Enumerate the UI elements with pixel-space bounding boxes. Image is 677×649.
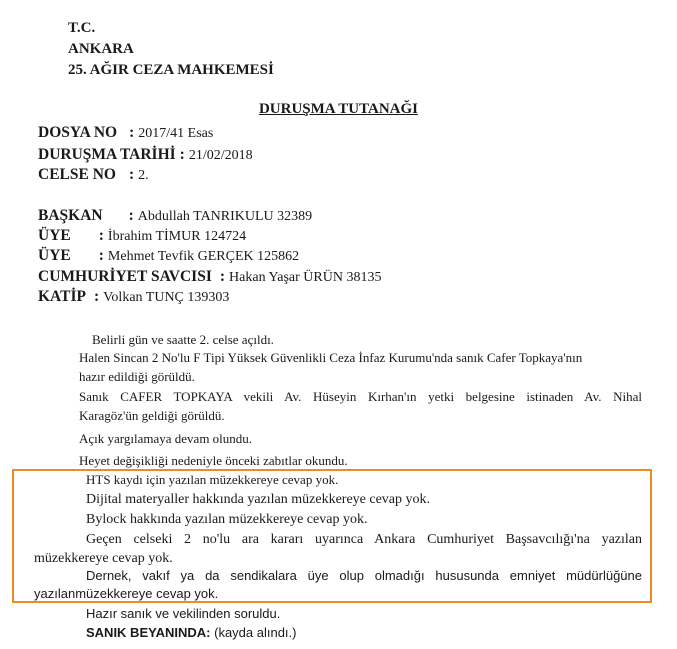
paragraph-asked: Hazır sanık ve vekilinden soruldu.: [86, 606, 281, 621]
paragraph-opening: Belirli gün ve saatte 2. celse açıldı.: [92, 332, 274, 347]
field-celse: [38, 166, 149, 184]
field-separator: :: [98, 227, 104, 244]
field-value: 2017/41 Esas: [138, 126, 214, 141]
field-separator: :: [129, 124, 135, 141]
header-court: 25. AĞIR CEZA MAHKEMESİ: [68, 62, 274, 78]
field-value: Abdullah TANRIKULU 32389: [137, 209, 313, 224]
paragraph-lawyer-line2: Karagöz'ün geldiği görüldü.: [79, 408, 225, 423]
field-tarih: [38, 146, 253, 164]
paragraph-bylock: Bylock hakkında yazılan müzekkereye cevap yok.: [86, 512, 368, 527]
field-savci: [38, 268, 381, 286]
statement-value: (kayda alındı.): [214, 625, 297, 640]
statement-label: SANIK BEYANINDA:: [86, 625, 211, 640]
paragraph-defendant-line1: Halen Sincan 2 No'lu F Tipi Yüksek Güvenlikli Ceza İnfaz Kurumu'nda sanık Cafer Topkaya'nın: [79, 350, 583, 365]
header-city: ANKARA: [68, 41, 134, 57]
field-label: DOSYA NO: [38, 124, 118, 141]
field-value: Hakan Yaşar ÜRÜN 38135: [229, 270, 382, 285]
field-value: 2.: [138, 168, 149, 183]
field-value: Mehmet Tevfik GERÇEK 125862: [107, 249, 300, 264]
field-separator: :: [98, 247, 104, 264]
field-separator: :: [179, 146, 185, 163]
field-label: DURUŞMA TARİHİ: [38, 146, 176, 163]
field-value: Volkan TUNÇ 139303: [103, 290, 230, 305]
header-tc: T.C.: [68, 20, 96, 36]
paragraph-prosecutor-line1: Geçen celseki 2 no'lu ara kararı uyarınca Ankara Cumhuriyet Başsavcılığı'na yazılan: [86, 532, 642, 547]
paragraph-hts: HTS kaydı için yazılan müzekkereye cevap yok.: [86, 472, 339, 487]
field-label: CELSE NO: [38, 166, 116, 183]
document-title: DURUŞMA TUTANAĞI: [258, 101, 419, 117]
paragraph-lawyer-line1: Sanık CAFER TOPKAYA vekili Av. Hüseyin Kırhan'ın yetki belgesine istinaden Av. Nihal: [79, 389, 642, 404]
paragraph-continue: Açık yargılamaya devam olundu.: [79, 431, 253, 446]
field-separator: :: [93, 288, 100, 305]
field-dosya: [38, 124, 213, 142]
field-separator: :: [128, 207, 134, 224]
field-baskan: [38, 207, 312, 225]
field-separator: :: [128, 166, 135, 183]
field-label: ÜYE: [38, 247, 71, 264]
field-katip: [38, 288, 229, 306]
field-separator: :: [219, 268, 226, 285]
field-uye-2: [38, 247, 299, 265]
field-label: CUMHURİYET SAVCISI: [38, 268, 212, 285]
paragraph-association-line1: Dernek, vakıf ya da sendikalara üye olup olmadığı hususunda emniyet müdürlüğüne: [86, 568, 642, 583]
paragraph-association-line2: yazılanmüzekkereye cevap yok.: [34, 586, 219, 601]
paragraph-prosecutor-line2: müzekkereye cevap yok.: [34, 551, 173, 566]
paragraph-defendant-line2: hazır edildiği görüldü.: [79, 369, 195, 384]
paragraph-panel-change: Heyet değişikliği nedeniyle önceki zabıtlar okundu.: [79, 453, 348, 468]
field-label: KATİP: [38, 288, 86, 305]
field-value: 21/02/2018: [188, 148, 253, 163]
field-value: İbrahim TİMUR 124724: [107, 229, 247, 244]
field-label: ÜYE: [38, 227, 71, 244]
field-label: BAŞKAN: [38, 207, 103, 224]
paragraph-statement: [86, 625, 296, 640]
paragraph-digital: Dijital materyaller hakkında yazılan müzekkereye cevap yok.: [86, 492, 431, 507]
field-uye-1: [38, 227, 246, 245]
